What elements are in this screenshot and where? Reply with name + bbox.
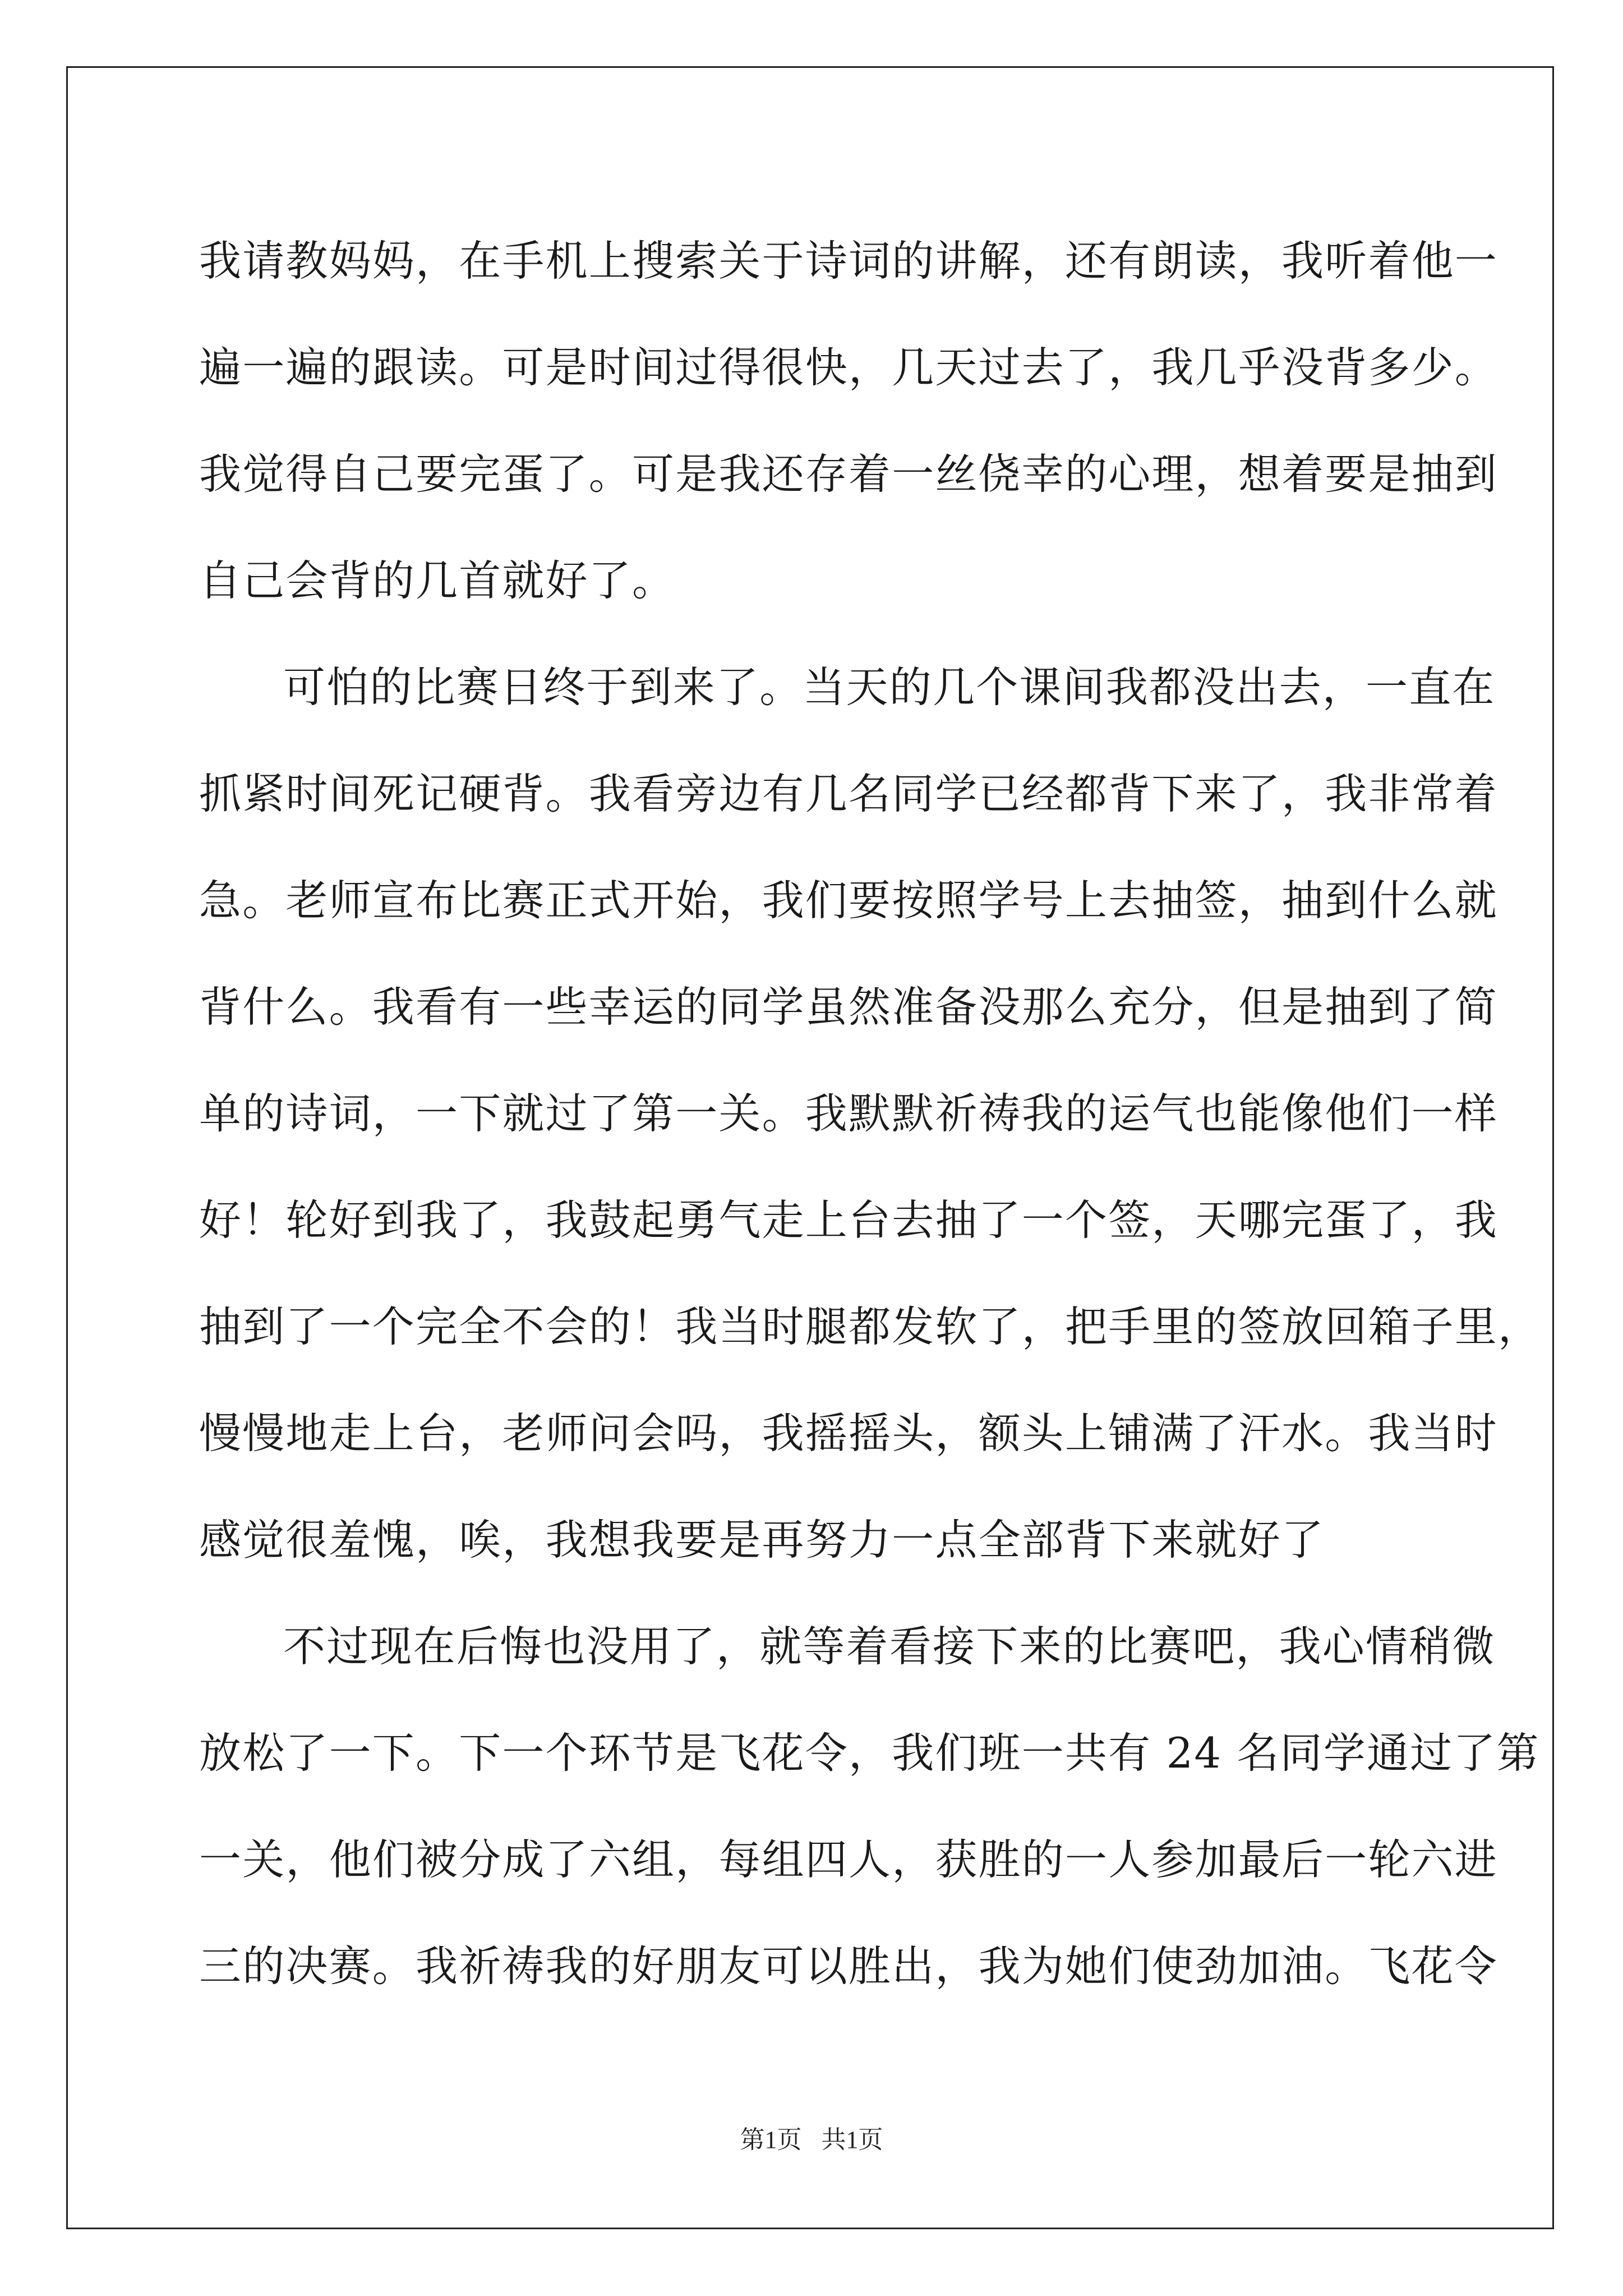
text-line: 好！轮好到我了，我鼓起勇气走上台去抽了一个签，天哪完蛋了，我 (199, 1195, 1498, 1245)
text-line: 遍一遍的跟读。可是时间过得很快，几天过去了，我几乎没背多少。 (199, 343, 1498, 392)
paragraph-first-line: 可怕的比赛日终于到来了。当天的几个课间我都没出去，一直在 (283, 662, 1496, 712)
page-total: 共1页 (821, 2126, 883, 2154)
document-body (199, 208, 1542, 2019)
text-line: 一关，他们被分成了六组，每组四人，获胜的一人参加最后一轮六进 (199, 1835, 1498, 1884)
text-line: 我请教妈妈，在手机上搜索关于诗词的讲解，还有朗读，我听着他一 (199, 236, 1498, 286)
text-line: 急。老师宣布比赛正式开始，我们要按照学号上去抽签，抽到什么就 (199, 876, 1498, 925)
text-line: 慢慢地走上台，老师问会吗，我摇摇头，额头上铺满了汗水。我当时 (199, 1409, 1498, 1458)
text-line: 我觉得自己要完蛋了。可是我还存着一丝侥幸的心理，想着要是抽到 (199, 449, 1498, 499)
page-footer (0, 2123, 1623, 2157)
text-line: 自己会背的几首就好了。 (199, 556, 676, 605)
text-line: 抓紧时间死记硬背。我看旁边有几名同学已经都背下来了，我非常着 (199, 769, 1498, 818)
text-line: 三的决赛。我祈祷我的好朋友可以胜出，我为她们使劲加油。飞花令 (199, 1941, 1498, 1991)
text-line: 放松了一下。下一个环节是飞花令，我们班一共有 24 名同学通过了第 (199, 1728, 1540, 1778)
text-line: 单的诗词，一下就过了第一关。我默默祈祷我的运气也能像他们一样 (199, 1089, 1498, 1138)
page-number: 第1页 (740, 2126, 802, 2154)
text-line: 背什么。我看有一些幸运的同学虽然准备没那么充分，但是抽到了简 (199, 982, 1498, 1032)
paragraph-first-line: 不过现在后悔也没用了，就等着看接下来的比赛吧，我心情稍微 (283, 1622, 1496, 1671)
text-line: 感觉很羞愧，唉，我想我要是再努力一点全部背下来就好了 (199, 1515, 1325, 1565)
text-line: 抽到了一个完全不会的！我当时腿都发软了，把手里的签放回箱子里， (199, 1302, 1542, 1351)
